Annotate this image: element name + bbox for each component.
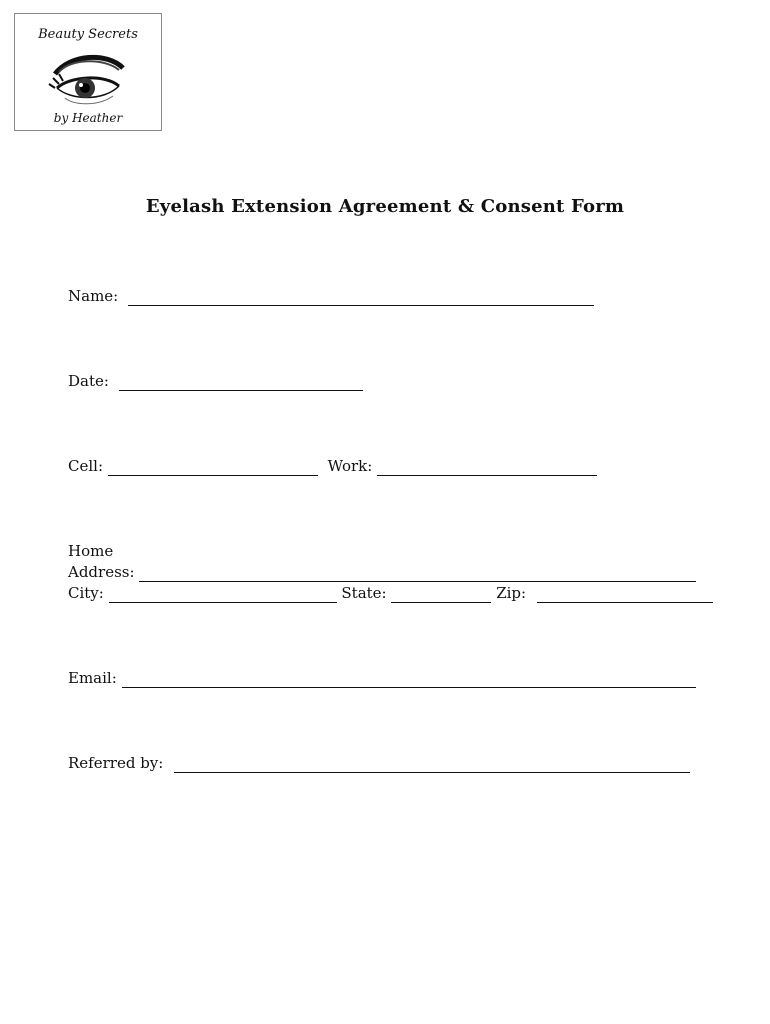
city-label: City: <box>68 584 104 602</box>
cell-label: Cell: <box>68 457 104 475</box>
address-field[interactable] <box>139 565 696 582</box>
date-label: Date: <box>68 372 109 390</box>
referred-field[interactable] <box>174 756 690 773</box>
referred-label: Referred by: <box>68 754 164 772</box>
address-row <box>68 562 696 582</box>
home-label-row <box>68 541 113 561</box>
city-field[interactable] <box>109 586 337 603</box>
name-field[interactable] <box>128 289 594 306</box>
eye-with-lashes-icon <box>49 57 123 103</box>
address-label: Address: <box>68 563 135 581</box>
form-title: Eyelash Extension Agreement & Consent Form <box>145 196 625 217</box>
city-row <box>68 583 713 603</box>
cell-field[interactable] <box>108 459 318 476</box>
date-row <box>68 371 363 391</box>
email-row <box>68 668 696 688</box>
logo <box>14 13 162 131</box>
name-row <box>68 286 594 306</box>
logo-line2: by Heather <box>53 111 123 125</box>
state-field[interactable] <box>391 586 491 603</box>
work-label: Work: <box>327 457 373 475</box>
zip-label: Zip: <box>496 584 527 602</box>
email-field[interactable] <box>122 671 696 688</box>
home-label: Home <box>68 542 114 560</box>
logo-line1: Beauty Secrets <box>38 27 138 42</box>
referred-row <box>68 753 690 773</box>
email-label: Email: <box>68 669 117 687</box>
date-field[interactable] <box>119 374 363 391</box>
phone-row <box>68 456 597 476</box>
work-field[interactable] <box>377 459 597 476</box>
state-label: State: <box>341 584 387 602</box>
name-label: Name: <box>68 287 119 305</box>
zip-field[interactable] <box>537 586 713 603</box>
